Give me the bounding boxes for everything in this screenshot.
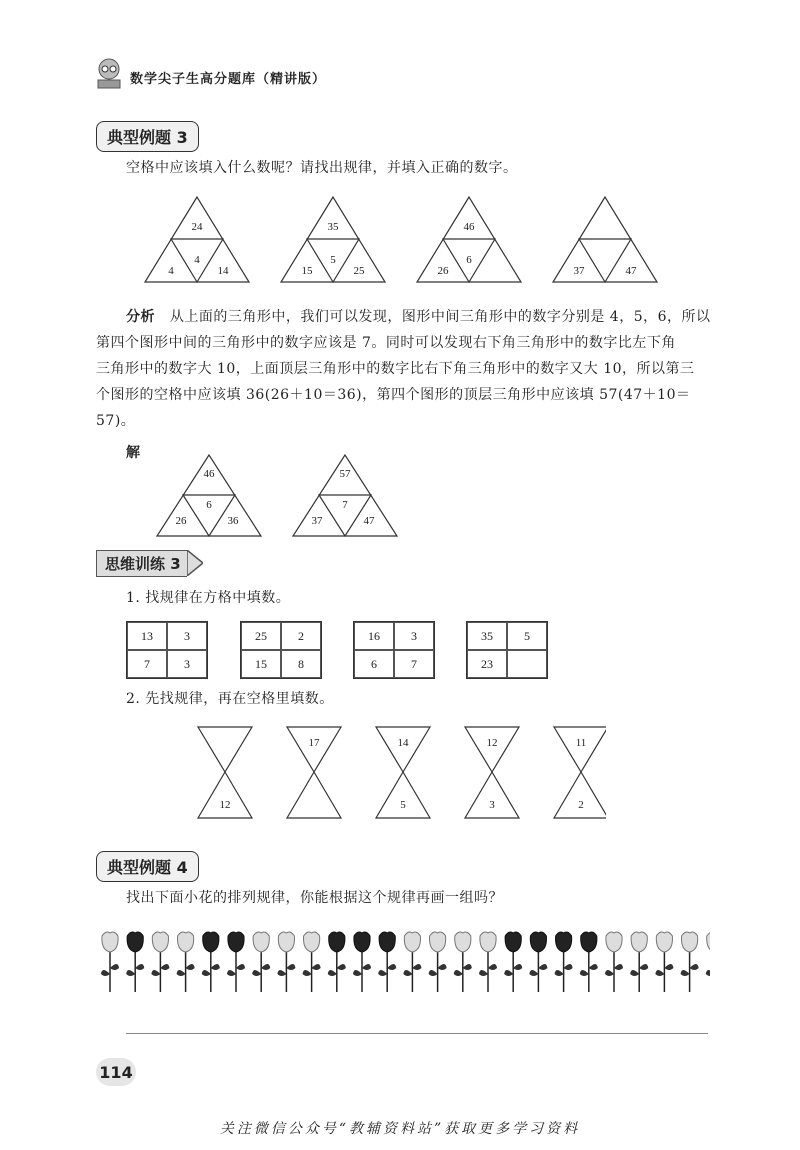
light-flower-icon — [403, 932, 421, 992]
hourglass-4 — [465, 727, 519, 818]
grid4-cell — [507, 650, 547, 678]
light-flower-icon — [151, 932, 169, 992]
grid1-cell: 7 — [127, 650, 167, 678]
tri1-mid: 4 — [194, 254, 200, 266]
grid2-cell: 25 — [241, 622, 281, 650]
sol1-mid: 6 — [206, 499, 212, 511]
hourglass-1 — [198, 727, 252, 818]
grid4-cell: 23 — [467, 650, 507, 678]
hourglass-2 — [287, 727, 341, 818]
triangle-2 — [281, 197, 385, 282]
tri3-mid: 6 — [466, 254, 472, 266]
dark-flower-icon — [504, 932, 522, 992]
training3-q1: 1. 找规律在方格中填数。 — [126, 590, 291, 606]
grid2-cell: 15 — [241, 650, 281, 678]
light-flower-icon — [429, 932, 447, 992]
sol2-left: 37 — [311, 515, 323, 527]
hg4-bottom: 3 — [489, 799, 495, 811]
analysis-line-1: 从上面的三角形中，我们可以发现，图形中间三角形中的数字分别是 4，5，6，所以 — [169, 309, 711, 325]
light-flower-icon — [101, 932, 119, 992]
book-title: 数学尖子生高分题库（精讲版） — [130, 72, 327, 87]
number-grid-2 — [240, 621, 322, 679]
hg2-top: 17 — [308, 737, 320, 749]
hg5-bottom: 2 — [578, 799, 584, 811]
hourglass-3 — [376, 727, 430, 818]
tri2-right: 25 — [353, 265, 365, 277]
tri1-right: 14 — [217, 265, 229, 277]
tri2-mid: 5 — [330, 254, 336, 266]
dark-flower-icon — [555, 932, 573, 992]
example4-question: 找出下面小花的排列规律，你能根据这个规律再画一组吗？ — [126, 890, 503, 906]
analysis-line-5: 57)。 — [96, 413, 136, 429]
dark-flower-icon — [529, 932, 547, 992]
dark-flower-icon — [126, 932, 144, 992]
solution-triangle-2 — [293, 455, 397, 536]
mascot-logo — [92, 56, 126, 90]
light-flower-icon — [454, 932, 472, 992]
grid2-cell: 8 — [281, 650, 321, 678]
hg3-bottom: 5 — [400, 799, 406, 811]
grid1-cell: 13 — [127, 622, 167, 650]
training3-badge: 思维训练 3 — [96, 550, 187, 577]
light-flower-icon — [252, 932, 270, 992]
analysis-label: 分析 — [126, 309, 155, 325]
footer-divider — [126, 1033, 708, 1034]
light-flower-icon — [605, 932, 623, 992]
grid1-cell: 3 — [167, 650, 207, 678]
triangle-4 — [553, 197, 657, 282]
dark-flower-icon — [353, 932, 371, 992]
example4-badge: 典型例题 4 — [96, 851, 199, 882]
light-flower-icon — [681, 932, 699, 992]
triangle-1 — [145, 197, 249, 282]
light-flower-icon — [479, 932, 497, 992]
hourglass-figures — [196, 724, 606, 822]
light-flower-icon — [303, 932, 321, 992]
hg5-top: 11 — [575, 737, 587, 749]
sol2-right: 47 — [363, 515, 375, 527]
grid3-cell: 6 — [354, 650, 394, 678]
tri4-right: 47 — [625, 265, 637, 277]
solution-triangles — [152, 452, 442, 542]
analysis-line-4: 个图形的空格中应该填 36(26＋10＝36)，第四个图形的顶层三角形中应该填 57(47＋10＝ — [96, 387, 691, 403]
hg1-bottom: 12 — [219, 799, 231, 811]
sol1-top: 46 — [203, 468, 215, 480]
sol2-top: 57 — [339, 468, 351, 480]
dark-flower-icon — [202, 932, 220, 992]
number-grid-3 — [353, 621, 435, 679]
grid3-cell: 16 — [354, 622, 394, 650]
hourglass-5 — [554, 727, 606, 818]
solution-triangle-1 — [157, 455, 261, 536]
footer-note: 关注微信公众号“教辅资料站”获取更多学习资料 — [219, 1121, 581, 1137]
training3-badge-wrap — [96, 550, 203, 576]
badge-arrow-shape — [187, 550, 203, 576]
hg4-top: 12 — [486, 737, 498, 749]
grid2-cell: 2 — [281, 622, 321, 650]
light-flower-icon — [706, 932, 710, 992]
light-flower-icon — [655, 932, 673, 992]
sol1-right: 36 — [227, 515, 239, 527]
training3-q2: 2. 先找规律，再在空格里填数。 — [126, 691, 334, 707]
tri1-top: 24 — [191, 221, 203, 233]
dark-flower-icon — [328, 932, 346, 992]
tri3-left: 26 — [437, 265, 449, 277]
dark-flower-icon — [580, 932, 598, 992]
example3-question: 空格中应该填入什么数呢？请找出规律，并填入正确的数字。 — [126, 160, 518, 176]
grid4-cell: 5 — [507, 622, 547, 650]
triangle-3 — [417, 197, 521, 282]
example3-triangles — [140, 192, 680, 288]
number-grid-1 — [126, 621, 208, 679]
light-flower-icon — [177, 932, 195, 992]
sol1-left: 26 — [175, 515, 187, 527]
dark-flower-icon — [227, 932, 245, 992]
tri1-left: 4 — [168, 265, 174, 277]
number-grid-4 — [466, 621, 548, 679]
page-number: 114 — [96, 1058, 136, 1086]
example3-badge: 典型例题 3 — [96, 121, 199, 152]
light-flower-icon — [630, 932, 648, 992]
dark-flower-icon — [378, 932, 396, 992]
light-flower-icon — [277, 932, 295, 992]
grid3-cell: 7 — [394, 650, 434, 678]
grid3-cell: 3 — [394, 622, 434, 650]
analysis-line-3: 三角形中的数字大 10，上面顶层三角形中的数字比右下角三角形中的数字又大 10，所以第三 — [96, 361, 695, 377]
tri2-top: 35 — [327, 221, 339, 233]
grid1-cell: 3 — [167, 622, 207, 650]
sol2-mid: 7 — [342, 499, 348, 511]
grid4-cell: 35 — [467, 622, 507, 650]
hg3-top: 14 — [397, 737, 409, 749]
tri3-top: 46 — [463, 221, 475, 233]
tri4-left: 37 — [573, 265, 585, 277]
solution-label: 解 — [126, 445, 141, 461]
analysis-line-2: 第四个图形中间的三角形中的数字应该是 7。同时可以发现右下角三角形中的数字比左下角 — [96, 335, 676, 351]
flower-row — [100, 926, 710, 996]
tri2-left: 15 — [301, 265, 313, 277]
